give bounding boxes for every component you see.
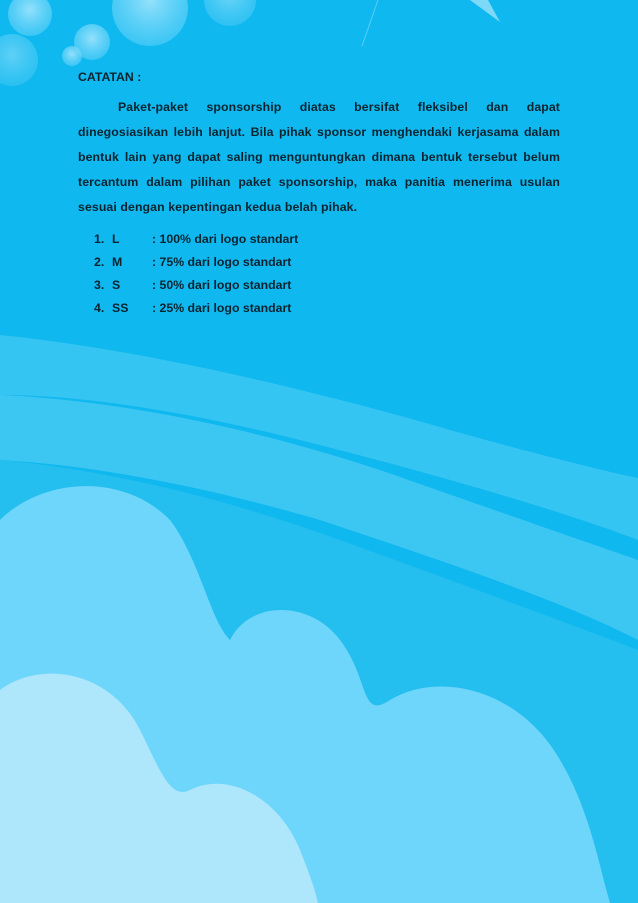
list-item-desc: : 50% dari logo standart (152, 278, 292, 292)
list-item-number: 2. (94, 255, 105, 269)
list-item (78, 274, 560, 297)
list-item-code: M (112, 255, 123, 269)
list-item-number: 3. (94, 278, 105, 292)
list-item (78, 251, 560, 274)
list-item-number: 4. (94, 301, 105, 315)
note-heading: CATATAN : (78, 70, 142, 84)
list-item (78, 228, 560, 251)
list-item-desc: : 25% dari logo standart (152, 301, 292, 315)
list-item-code: S (112, 278, 121, 292)
logo-size-list (78, 228, 560, 320)
list-item (78, 297, 560, 320)
list-item-desc: : 100% dari logo standart (152, 232, 299, 246)
list-item-desc: : 75% dari logo standart (152, 255, 292, 269)
list-item-code: SS (112, 301, 129, 315)
list-item-code: L (112, 232, 120, 246)
note-section (78, 70, 560, 320)
note-paragraph: Paket-paket sponsorship diatas bersifat fleksibel dan dapat dinegosiasikan lebih lanjut. Bila pihak sponsor menghendaki kerjasama dalam bentuk lain yang dapat saling menguntungkan dimana bentuk tersebut belum tercantum dalam pilihan paket sponsorship, maka panitia menerima usulan sesuai dengan kepentingan kedua belah pihak. (78, 100, 560, 214)
list-item-number: 1. (94, 232, 105, 246)
